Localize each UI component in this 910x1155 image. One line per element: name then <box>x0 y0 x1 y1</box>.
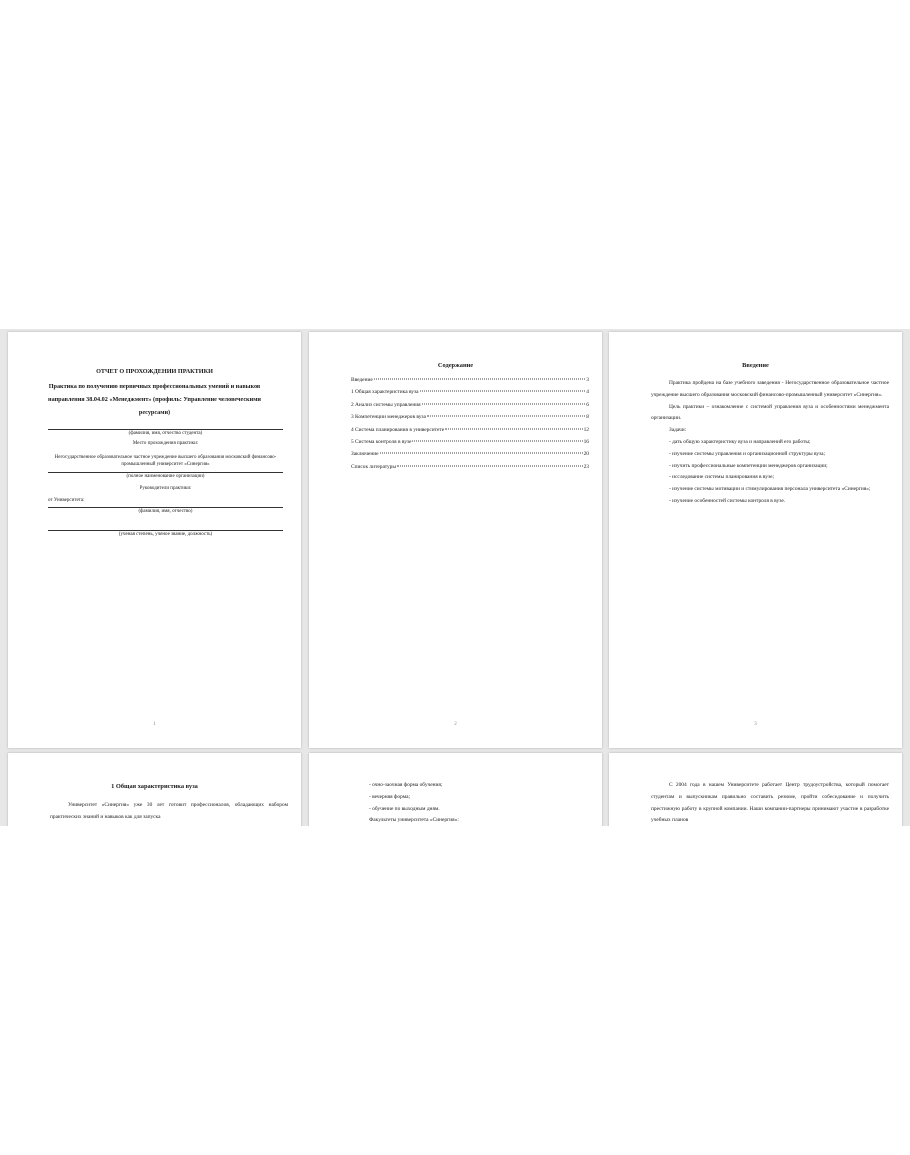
table-of-contents <box>351 377 589 476</box>
chapter-heading: 1 Общая характеристика вуза <box>111 783 198 790</box>
page-contents[interactable] <box>309 332 602 748</box>
supervisors-label: Руководители практики: <box>139 486 192 491</box>
report-heading: ОТЧЕТ О ПРОХОЖДЕНИИ ПРАКТИКИ <box>96 368 213 375</box>
degree-caption: (ученая степень, ученое звание, должность) <box>118 532 213 537</box>
student-caption: (фамилия, имя, отчество студента) <box>128 431 203 436</box>
intro-paragraph: Практика пройдена на базе учебного заведения - Негосударственное образовательное частное учреждение высшего образования московский финансово-промышленный университет «Синергия». <box>651 380 889 398</box>
forms-line: - вечерняя форма; <box>369 793 410 800</box>
toc-entry[interactable]: 2 Анализ системы управления 6 <box>351 401 589 408</box>
career-body <box>651 780 889 826</box>
place-label: Место прохождения практики: <box>132 441 199 446</box>
page-number: 2 <box>454 722 457 727</box>
supervisor-name-line <box>48 507 283 508</box>
toc-entry[interactable]: 1 Общая характеристика вуза 4 <box>351 389 589 396</box>
task-item: - изучение особенностей системы контроля в вузе. <box>669 497 786 504</box>
task-item: - исследование системы планирования в вузе; <box>669 474 774 481</box>
report-subheading: Практика по получению первичных профессиональных умений и навыков направления 38.04.02 «Менеджмент» (профиль: Управление человеческими ресурсами) <box>48 383 261 416</box>
chapter-paragraph: Университет «Синергия» уже 30 лет готовит профессионалов, обладающих набором практических знаний и навыков как для запуска <box>50 802 288 820</box>
forms-line: - обучение по выходным дням. <box>369 805 440 812</box>
intro-paragraph: Цель практики – ознакомление с системой управления вуза и особенностями менеджмента организации. <box>651 403 889 422</box>
toc-entry[interactable]: Список литературы 23 <box>351 463 589 470</box>
tasks-label: Задачи: <box>669 427 687 434</box>
task-item: - дать общую характеристику вуза и направлений его работы; <box>669 438 811 445</box>
page-chapter-1[interactable] <box>8 753 301 826</box>
task-item: - изучение системы мотивации и стимулирования персонала университета «Синергия»; <box>669 486 871 493</box>
page-study-forms[interactable] <box>309 753 602 826</box>
forms-line: - очно-заочная форма обучения; <box>369 782 443 788</box>
contents-heading: Содержание <box>437 362 474 369</box>
page-career-center[interactable] <box>609 753 902 826</box>
intro-heading: Введение <box>742 362 769 369</box>
student-name-line <box>48 429 283 430</box>
toc-entry[interactable]: Заключение 20 <box>351 451 589 458</box>
career-paragraph: С 2004 года в нашем Университете работает Центр трудоустройства, который помогает студентам и выпускникам правильно составить резюме, пройти собеседование и получить престижную работу в крупной компании. Наши компании-партнеры принимают участие в разработке учебных планов <box>651 782 889 824</box>
task-item: - изучить профессиональные компетенции менеджеров организации; <box>669 462 828 469</box>
intro-body <box>651 378 889 508</box>
organization-caption: (полное наименование организации) <box>126 474 205 479</box>
page-title-sheet[interactable] <box>8 332 301 748</box>
page-introduction[interactable] <box>609 332 902 748</box>
degree-line <box>48 530 283 531</box>
toc-entry[interactable]: Введение 3 <box>351 377 589 383</box>
page-number: 3 <box>754 722 757 727</box>
toc-entry[interactable]: 4 Система планирования в университете 12 <box>351 426 589 433</box>
toc-entry[interactable]: 5 Система контроля в вузе 16 <box>351 438 589 445</box>
name-caption: (фамилия, имя, отчество) <box>138 509 193 514</box>
forms-body <box>351 780 589 826</box>
task-item: - изучение системы управления и организационной структуры вуза; <box>669 450 826 457</box>
organization-name: Негосударственное образовательное частное учреждение высшего образования московский финансово-промышленный университет «Синергия» <box>54 455 277 467</box>
organization-line <box>48 472 283 473</box>
toc-entry[interactable]: 3 Компетенции менеджеров вуза 8 <box>351 414 589 421</box>
forms-line: Факультеты университета «Синергия»: <box>369 817 459 824</box>
from-university-label: от Университета: <box>48 498 85 503</box>
document-preview-strip <box>0 329 910 826</box>
chapter-body <box>50 800 288 824</box>
page-number: 1 <box>153 722 156 727</box>
